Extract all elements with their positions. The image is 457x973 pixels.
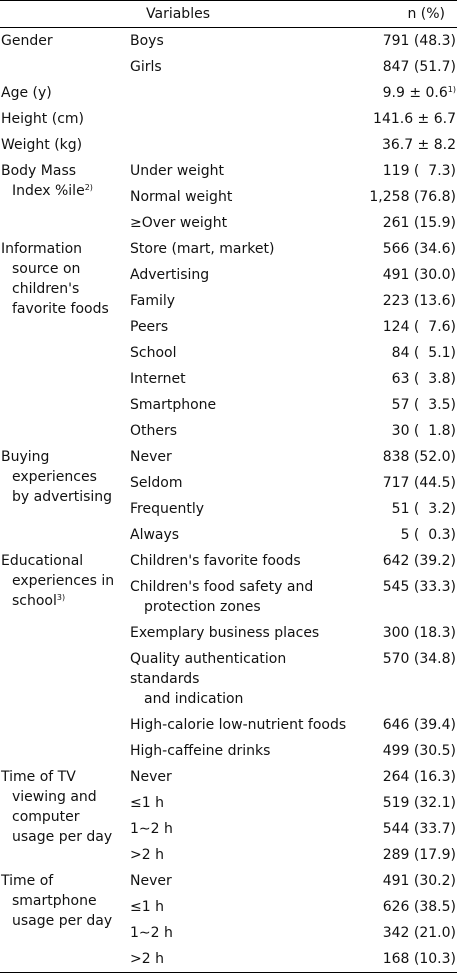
- category-line: [1, 161, 126, 181]
- level-text: Never: [130, 449, 172, 465]
- value-cell: [356, 366, 457, 392]
- variable-level: [128, 548, 356, 574]
- value-cell: [356, 132, 457, 158]
- level-text: Under weight: [130, 163, 225, 179]
- value-text: 36.7 ± 8.2: [381, 137, 457, 153]
- variable-level: [128, 646, 356, 712]
- level-text: School: [130, 345, 177, 361]
- category-line: [1, 787, 126, 807]
- category-text: usage per day: [12, 913, 113, 929]
- value-text: 499 (30.5): [382, 743, 457, 759]
- table-row: [0, 106, 457, 132]
- value-text: 289 (17.9): [382, 847, 457, 863]
- level-text: Children's favorite foods: [130, 553, 301, 569]
- category-text: by advertising: [12, 489, 113, 505]
- variable-level: [128, 470, 356, 496]
- table-row: [0, 236, 457, 262]
- value-cell: [356, 314, 457, 340]
- level-text: Advertising: [130, 267, 210, 283]
- category-text: Index %ile: [12, 183, 85, 199]
- table-row: [0, 28, 457, 55]
- category-line: [1, 871, 126, 891]
- value-text: 9.9 ± 0.6: [382, 85, 448, 101]
- level-text: High-calorie low-nutrient foods: [130, 717, 347, 733]
- variable-level: [128, 210, 356, 236]
- level-text-continued: and indication: [144, 691, 244, 707]
- value-text: 717 (44.5): [382, 475, 457, 491]
- category-line: [1, 109, 354, 129]
- variable-level: [128, 366, 356, 392]
- level-text: >2 h: [130, 847, 164, 863]
- level-text: Frequently: [130, 501, 205, 517]
- level-text: Quality authentication standards: [130, 651, 287, 687]
- value-text: 5 ( 0.3): [400, 527, 457, 543]
- variable-level: [128, 816, 356, 842]
- category-text: source on: [12, 261, 81, 277]
- category-text: Buying: [1, 449, 50, 465]
- variable-level: [128, 894, 356, 920]
- value-cell: [356, 80, 457, 106]
- category-text: Height (cm): [1, 111, 84, 127]
- table-header: [0, 1, 457, 28]
- category-text: experiences in: [12, 573, 115, 589]
- value-cell: [356, 548, 457, 574]
- category-text: Educational: [1, 553, 84, 569]
- table-row: [0, 868, 457, 894]
- variable-category: [0, 80, 356, 106]
- category-line: [1, 83, 354, 103]
- table-row: [0, 444, 457, 470]
- level-text: Smartphone: [130, 397, 217, 413]
- level-text: Peers: [130, 319, 169, 335]
- value-cell: [356, 620, 457, 646]
- category-text: Time of: [1, 873, 54, 889]
- value-text: 57 ( 3.5): [391, 397, 457, 413]
- variable-level: [128, 712, 356, 738]
- level-text: >2 h: [130, 951, 164, 967]
- value-cell: [356, 842, 457, 868]
- value-cell: [356, 184, 457, 210]
- value-text: 1,258 (76.8): [369, 189, 457, 205]
- value-text: 261 (15.9): [382, 215, 457, 231]
- category-line: [1, 467, 126, 487]
- level-text: Always: [130, 527, 180, 543]
- category-line: [1, 259, 126, 279]
- value-cell: [356, 236, 457, 262]
- value-cell: [356, 470, 457, 496]
- category-line: [1, 487, 126, 507]
- variable-category: [0, 444, 128, 548]
- level-text: Store (mart, market): [130, 241, 275, 257]
- value-text: 51 ( 3.2): [391, 501, 457, 517]
- value-text: 642 (39.2): [382, 553, 457, 569]
- variable-level: [128, 28, 356, 55]
- level-text: High-caffeine drinks: [130, 743, 271, 759]
- level-text: 1∼2 h: [130, 925, 173, 941]
- variable-level: [128, 158, 356, 184]
- variable-level: [128, 868, 356, 894]
- value-text: 544 (33.7): [382, 821, 457, 837]
- value-cell: [356, 574, 457, 620]
- category-text: viewing and: [12, 789, 97, 805]
- variable-level: [128, 184, 356, 210]
- level-text: Normal weight: [130, 189, 233, 205]
- level-text: ≤1 h: [130, 899, 164, 915]
- value-cell: [356, 106, 457, 132]
- value-text: 30 ( 1.8): [391, 423, 457, 439]
- variable-category: [0, 764, 128, 868]
- value-text: 566 (34.6): [382, 241, 457, 257]
- variable-level: [128, 842, 356, 868]
- category-line: [1, 447, 126, 467]
- level-text: Internet: [130, 371, 186, 387]
- value-text: 791 (48.3): [382, 33, 457, 49]
- table-row: [0, 764, 457, 790]
- variable-category: [0, 868, 128, 973]
- value-text: 63 ( 3.8): [391, 371, 457, 387]
- level-text: 1∼2 h: [130, 821, 173, 837]
- value-cell: [356, 28, 457, 55]
- value-text: 491 (30.2): [382, 873, 457, 889]
- table-row: [0, 548, 457, 574]
- variable-level: [128, 314, 356, 340]
- value-cell: [356, 738, 457, 764]
- category-text: smartphone: [12, 893, 97, 909]
- category-line: [1, 239, 126, 259]
- value-cell: [356, 522, 457, 548]
- level-text: ≤1 h: [130, 795, 164, 811]
- category-text: children's: [12, 281, 80, 297]
- category-text: Body Mass: [1, 163, 77, 179]
- value-text: 84 ( 5.1): [391, 345, 457, 361]
- value-text: 168 (10.3): [382, 951, 457, 967]
- variable-level: [128, 444, 356, 470]
- level-text: Never: [130, 769, 172, 785]
- level-text: Never: [130, 873, 172, 889]
- table-row: [0, 80, 457, 106]
- variable-level: [128, 946, 356, 973]
- value-cell: [356, 646, 457, 712]
- variable-level: [128, 764, 356, 790]
- category-line: [1, 911, 126, 931]
- variable-level: [128, 738, 356, 764]
- level-text-continued: protection zones: [144, 599, 261, 615]
- level-text: ≥Over weight: [130, 215, 228, 231]
- category-line: [1, 551, 126, 571]
- level-text: Boys: [130, 33, 164, 49]
- variable-category: [0, 106, 356, 132]
- variable-level: [128, 340, 356, 366]
- variable-level: [128, 262, 356, 288]
- table-row: [0, 158, 457, 184]
- category-line: [1, 591, 126, 611]
- level-text: Girls: [130, 59, 162, 75]
- variable-level: [128, 418, 356, 444]
- variable-level: [128, 574, 356, 620]
- category-line: [1, 827, 126, 847]
- footnote-marker: 3): [56, 593, 66, 602]
- value-text: 264 (16.3): [382, 769, 457, 785]
- value-text: 545 (33.3): [382, 579, 457, 595]
- level-text: Children's food safety and: [130, 579, 314, 595]
- category-text: Weight (kg): [1, 137, 83, 153]
- category-text: Time of TV: [1, 769, 76, 785]
- category-line: [1, 891, 126, 911]
- variable-category: [0, 132, 356, 158]
- variable-level: [128, 790, 356, 816]
- value-text: 626 (38.5): [382, 899, 457, 915]
- value-cell: [356, 868, 457, 894]
- value-cell: [356, 392, 457, 418]
- level-text: Seldom: [130, 475, 183, 491]
- value-text: 491 (30.0): [382, 267, 457, 283]
- category-line: [1, 571, 126, 591]
- value-cell: [356, 158, 457, 184]
- value-text: 342 (21.0): [382, 925, 457, 941]
- value-cell: [356, 210, 457, 236]
- header-n-percent: n (%): [356, 1, 457, 28]
- value-text: 141.6 ± 6.7: [373, 111, 457, 127]
- variable-category: [0, 236, 128, 444]
- value-text: 300 (18.3): [382, 625, 457, 641]
- category-text: school: [12, 593, 57, 609]
- value-cell: [356, 444, 457, 470]
- variable-category: [0, 158, 128, 236]
- level-text: Exemplary business places: [130, 625, 320, 641]
- header-row: [0, 1, 457, 28]
- value-text: 223 (13.6): [382, 293, 457, 309]
- table-body: [0, 28, 457, 973]
- variable-level: [128, 392, 356, 418]
- variable-level: [128, 522, 356, 548]
- variable-level: [128, 54, 356, 80]
- value-cell: [356, 790, 457, 816]
- value-cell: [356, 496, 457, 522]
- variable-level: [128, 288, 356, 314]
- value-text: 838 (52.0): [382, 449, 457, 465]
- category-line: [1, 135, 354, 155]
- category-line: [1, 299, 126, 319]
- category-line: [1, 279, 126, 299]
- value-cell: [356, 340, 457, 366]
- value-cell: [356, 764, 457, 790]
- level-text: Others: [130, 423, 178, 439]
- value-text: 124 ( 7.6): [382, 319, 457, 335]
- category-text: Information: [1, 241, 83, 257]
- value-text: 646 (39.4): [382, 717, 457, 733]
- value-cell: [356, 816, 457, 842]
- value-cell: [356, 712, 457, 738]
- value-cell: [356, 262, 457, 288]
- header-variables: Variables: [0, 1, 356, 28]
- value-cell: [356, 418, 457, 444]
- value-cell: [356, 946, 457, 973]
- category-text: Gender: [1, 33, 53, 49]
- value-text: 847 (51.7): [382, 59, 457, 75]
- variable-level: [128, 620, 356, 646]
- category-line: [1, 807, 126, 827]
- value-text: 519 (32.1): [382, 795, 457, 811]
- category-line: [1, 181, 126, 201]
- category-text: usage per day: [12, 829, 113, 845]
- category-text: computer: [12, 809, 80, 825]
- table-row: [0, 132, 457, 158]
- category-text: favorite foods: [12, 301, 109, 317]
- category-line: [1, 31, 126, 51]
- category-text: Age (y): [1, 85, 52, 101]
- value-cell: [356, 54, 457, 80]
- footnote-marker: 2): [84, 183, 93, 192]
- category-line: [1, 767, 126, 787]
- value-text: 570 (34.8): [382, 651, 457, 667]
- level-text: Family: [130, 293, 176, 309]
- variable-category: [0, 28, 128, 81]
- variable-level: [128, 236, 356, 262]
- value-text: 119 ( 7.3): [382, 163, 457, 179]
- variable-level: [128, 496, 356, 522]
- value-cell: [356, 920, 457, 946]
- value-cell: [356, 894, 457, 920]
- category-text: experiences: [12, 469, 97, 485]
- footnote-marker: 1): [447, 85, 457, 94]
- value-cell: [356, 288, 457, 314]
- variable-level: [128, 920, 356, 946]
- variable-category: [0, 548, 128, 764]
